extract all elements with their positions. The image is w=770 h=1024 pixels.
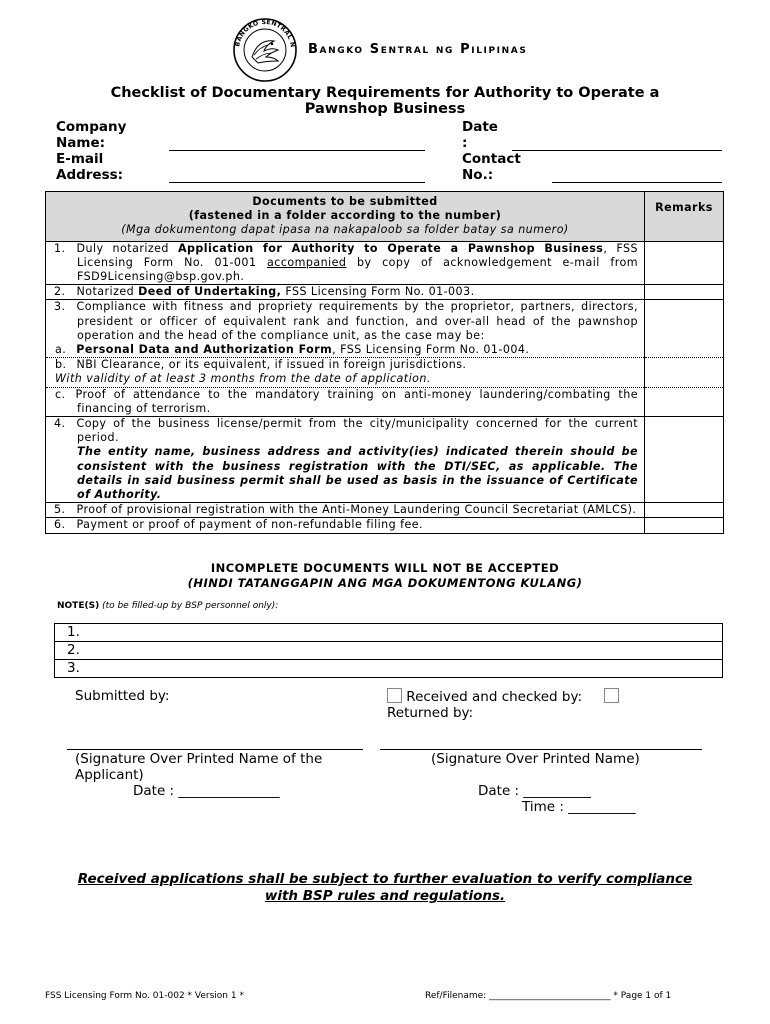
- table-row: [46, 241, 724, 285]
- requirement-item-5: 5. Proof of provisional registration with the Anti-Money Laundering Council Secretariat (AMLCS).: [46, 503, 645, 518]
- received-checkbox[interactable]: [387, 688, 402, 703]
- requirement-item-1: 1. Duly notarized Application for Authority to Operate a Pawnshop Business, FSS Licensing Form No. 01-001 accompanied by copy of acknowledgement e-mail from FSD9Licensing@bsp.gov.ph.: [46, 241, 645, 285]
- contact-no-field[interactable]: [552, 182, 722, 183]
- note-row-2[interactable]: 2.: [55, 642, 723, 660]
- page-title: [0, 85, 770, 117]
- svg-text:BANGKO SENTRAL NG PILIPINAS: BANGKO SENTRAL N: [234, 18, 296, 49]
- footer-page-info: Ref/Filename: ___________________________ * Page 1 of 1: [425, 991, 672, 1001]
- company-name-label: Company Name:: [56, 119, 127, 151]
- table-row: [46, 503, 724, 518]
- applicant-date: Date : _______________: [133, 783, 280, 799]
- remarks-cell-3c[interactable]: [645, 387, 724, 416]
- notes-table: [54, 623, 723, 678]
- remarks-cell-4[interactable]: [645, 417, 724, 503]
- date-label: Date :: [462, 119, 498, 151]
- requirement-item-6: 6. Payment or proof of payment of non-refundable filing fee.: [46, 518, 645, 533]
- title-line-1: Checklist of Documentary Requirements for Authority to Operate a: [110, 85, 660, 101]
- applicant-signature-caption: (Signature Over Printed Name of the Applicant): [75, 751, 323, 783]
- notes-label: NOTE(S) (to be filled-up by BSP personnel only):: [57, 601, 279, 611]
- requirement-item-3c: c. Proof of attendance to the mandatory training on anti-money laundering/combating the financing of terrorism.: [46, 387, 645, 416]
- table-row: [46, 518, 724, 533]
- remarks-cell-3a[interactable]: [645, 300, 724, 358]
- bsp-time: Time : __________: [522, 799, 636, 815]
- remarks-cell-6[interactable]: [645, 518, 724, 533]
- requirement-item-4: 4. Copy of the business license/permit from the city/municipality concerned for the current period. The entity name, business address and activity(ies) indicated therein should be consistent with the business registration with the DTI/SEC, as applicable. The details in said business permit shall be used as basis in the issuance of Certificate of Authority.: [46, 417, 645, 503]
- requirement-item-3b: b. NBI Clearance, or its equivalent, if issued in foreign jurisdictions. With validity of at least 3 months from the date of application.: [46, 358, 645, 387]
- incomplete-notice: INCOMPLETE DOCUMENTS WILL NOT BE ACCEPTED (HINDI TATANGGAPIN ANG MGA DOKUMENTONG KULANG): [187, 561, 583, 590]
- documents-header: Documents to be submitted (fastened in a folder according to the number) (Mga dokumentong dapat ipasa na nakapaloob sa folder batay sa numero): [46, 192, 645, 242]
- note-row-1[interactable]: 1.: [55, 624, 723, 642]
- title-line-2: Pawnshop Business: [304, 101, 466, 117]
- bank-name: Bangko Sentral ng Pilipinas: [308, 42, 528, 57]
- bsp-signature-line[interactable]: [380, 749, 702, 750]
- note-row-3[interactable]: 3.: [55, 660, 723, 678]
- remarks-cell-1[interactable]: [645, 241, 724, 285]
- requirements-table: [45, 191, 724, 534]
- date-field[interactable]: [512, 150, 722, 151]
- table-row: [46, 285, 724, 300]
- table-row: [46, 387, 724, 416]
- email-address-field[interactable]: [169, 182, 425, 183]
- submitted-by-label: Submitted by:: [75, 688, 170, 704]
- received-checked-group: [387, 688, 619, 721]
- table-row: [46, 417, 724, 503]
- table-row: [46, 358, 724, 387]
- remarks-cell-5[interactable]: [645, 503, 724, 518]
- remarks-cell-3b[interactable]: [645, 358, 724, 387]
- returned-by-label: Returned by:: [387, 705, 474, 721]
- bsp-signature-caption: (Signature Over Printed Name): [431, 751, 640, 767]
- bsp-date: Date : __________: [478, 783, 591, 799]
- returned-checkbox[interactable]: [604, 688, 619, 703]
- table-header-row: [46, 192, 724, 242]
- evaluation-notice: Received applications shall be subject to further evaluation to verify compliance with BSP rules and regulations.: [77, 871, 693, 904]
- remarks-header: Remarks: [645, 192, 724, 242]
- remarks-cell-2[interactable]: [645, 285, 724, 300]
- company-name-field[interactable]: [169, 150, 425, 151]
- footer-form-number: FSS Licensing Form No. 01-002 * Version 1 *: [45, 991, 244, 1001]
- applicant-signature-line[interactable]: [67, 749, 363, 750]
- email-address-label: E-mail Address:: [56, 151, 124, 183]
- table-row: [46, 300, 724, 358]
- received-checked-label: Received and checked by:: [406, 689, 583, 705]
- requirement-item-3: 3. Compliance with fitness and propriety requirements by the proprietor, partners, directors, president or officer of equivalent rank and function, and over-all head of the pawnshop operation and the head of the compliance unit, as the case may be: a. Personal Data and Authorization Form, FSS Licensing Form No. 01-004.: [46, 300, 645, 358]
- requirement-item-2: 2. Notarized Deed of Undertaking, FSS Licensing Form No. 01-003.: [46, 285, 645, 300]
- bsp-seal-logo: [228, 17, 302, 83]
- contact-no-label: Contact No.:: [462, 151, 521, 183]
